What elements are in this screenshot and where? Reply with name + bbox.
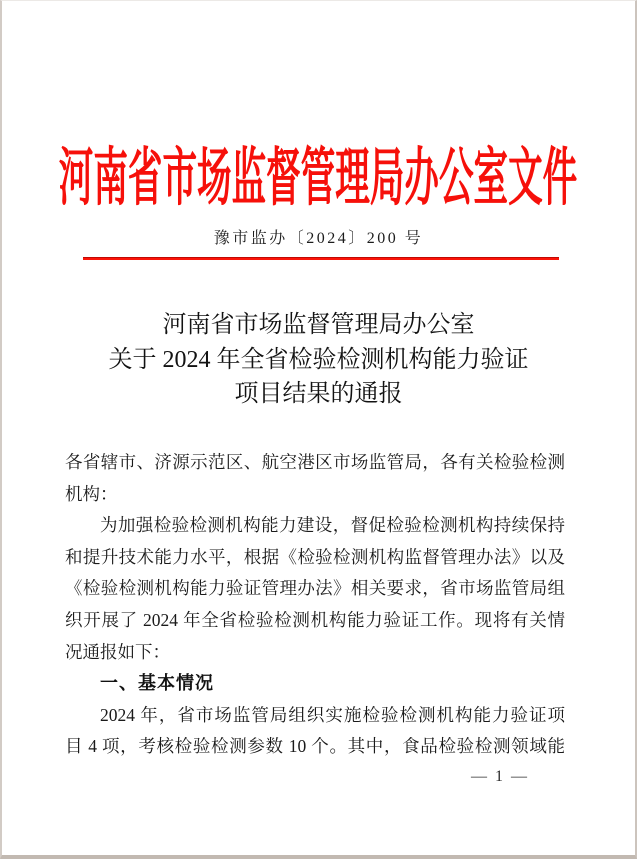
body-line-paragraph1-3: 《检验检测机构能力验证管理办法》相关要求，省市场监管局组 [65,578,565,599]
body-line-paragraph2-1: 2024 年，省市场监管局组织实施检验检测机构能力验证项 [100,704,565,725]
body-line-paragraph1-4: 织开展了 2024 年全省检验检测机构能力验证工作。现将有关情 [65,609,565,630]
document-title-line-2: 关于 2024 年全省检验检测机构能力验证 [108,346,529,373]
body-line-paragraph1-1: 为加强检验检测机构能力建设，督促检验检测机构持续保持 [100,515,565,536]
page-number: — 1 — [471,768,529,785]
section-heading-basic-situation: 一、基本情况 [100,673,214,694]
document-reference-number: 豫市监办〔2024〕200 号 [213,230,424,247]
body-line-paragraph2-2: 目 4 项，考核检验检测参数 10 个。其中，食品检验检测领域能 [65,736,565,757]
document-masthead [2,129,635,213]
document-title [42,308,595,412]
masthead-title: 河南省市场监督管理局办公室文件 [59,143,578,213]
document-title-line-1: 河南省市场监督管理局办公室 [162,312,475,338]
body-line-salutation-1: 各省辖市、济源示范区、航空港区市场监管局，各有关检验检测 [65,452,565,472]
document-body [65,447,565,763]
red-separator-line [83,257,559,260]
body-line-salutation-2: 机构： [65,483,118,504]
body-line-paragraph1-2: 和提升技术能力水平，根据《检验检测机构监督管理办法》以及 [65,546,565,567]
body-line-paragraph1-5: 况通报如下： [65,641,170,662]
document-title-line-3: 项目结果的通报 [234,381,403,407]
